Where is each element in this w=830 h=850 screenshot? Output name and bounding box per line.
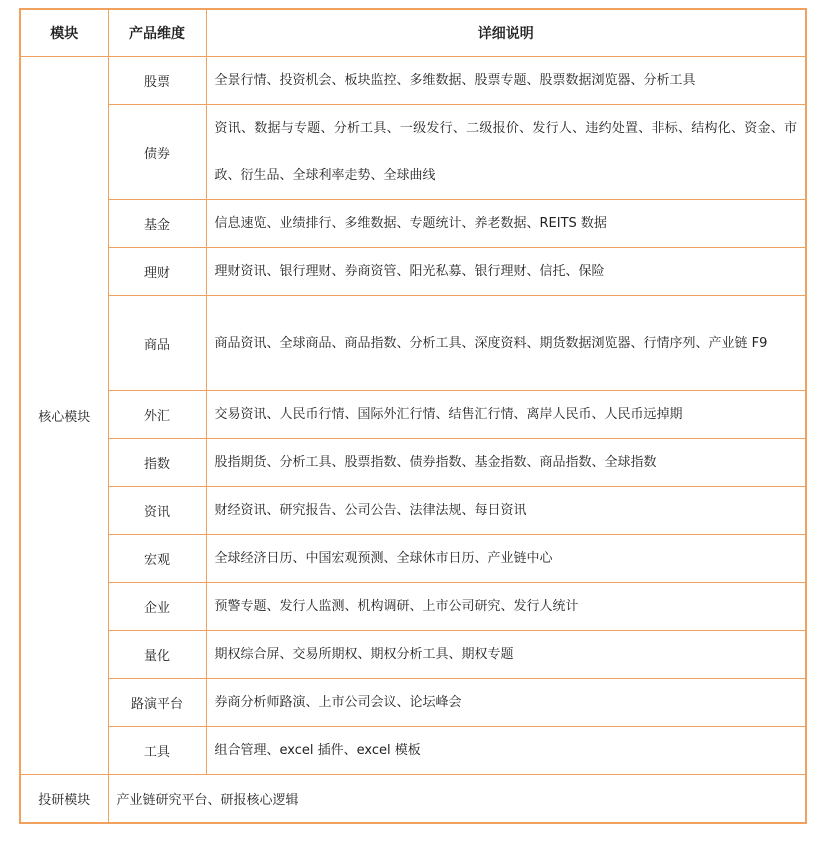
detail-cell: 券商分析师路演、上市公司会议、论坛峰会 [206, 679, 806, 727]
table-header-row [20, 9, 806, 57]
dimension-cell: 外汇 [108, 391, 206, 439]
dimension-cell: 商品 [108, 296, 206, 391]
table-row [20, 296, 806, 391]
dimension-cell: 路演平台 [108, 679, 206, 727]
table-row [20, 487, 806, 535]
header-detail: 详细说明 [206, 9, 806, 57]
detail-cell: 交易资讯、人民币行情、国际外汇行情、结售汇行情、离岸人民币、人民币远掉期 [206, 391, 806, 439]
detail-cell: 股指期货、分析工具、股票指数、债券指数、基金指数、商品指数、全球指数 [206, 439, 806, 487]
dimension-cell: 工具 [108, 727, 206, 775]
table-row [20, 727, 806, 775]
detail-cell: 理财资讯、银行理财、券商资管、阳光私募、银行理财、信托、保险 [206, 248, 806, 296]
table-row [20, 535, 806, 583]
dimension-cell: 宏观 [108, 535, 206, 583]
detail-cell: 全球经济日历、中国宏观预测、全球休市日历、产业链中心 [206, 535, 806, 583]
header-dimension: 产品维度 [108, 9, 206, 57]
research-module-cell: 投研模块 [20, 775, 108, 824]
core-module-cell: 核心模块 [20, 57, 108, 775]
dimension-cell: 债券 [108, 105, 206, 200]
detail-cell: 全景行情、投资机会、板块监控、多维数据、股票专题、股票数据浏览器、分析工具 [206, 57, 806, 105]
detail-cell: 期权综合屏、交易所期权、期权分析工具、期权专题 [206, 631, 806, 679]
table-row [20, 775, 806, 824]
research-detail-cell: 产业链研究平台、研报核心逻辑 [108, 775, 806, 824]
dimension-cell: 指数 [108, 439, 206, 487]
dimension-cell: 量化 [108, 631, 206, 679]
detail-cell: 资讯、数据与专题、分析工具、一级发行、二级报价、发行人、违约处置、非标、结构化、资金、市政、衍生品、全球利率走势、全球曲线 [206, 105, 806, 200]
header-module: 模块 [20, 9, 108, 57]
dimension-cell: 资讯 [108, 487, 206, 535]
detail-cell: 组合管理、excel 插件、excel 模板 [206, 727, 806, 775]
table-row [20, 631, 806, 679]
table-row [20, 200, 806, 248]
dimension-cell: 企业 [108, 583, 206, 631]
detail-cell: 信息速览、业绩排行、多维数据、专题统计、养老数据、REITS 数据 [206, 200, 806, 248]
dimension-cell: 理财 [108, 248, 206, 296]
dimension-cell: 基金 [108, 200, 206, 248]
table-row [20, 583, 806, 631]
table-row [20, 105, 806, 200]
product-table [19, 8, 807, 824]
table-row [20, 391, 806, 439]
table-row [20, 57, 806, 105]
dimension-cell: 股票 [108, 57, 206, 105]
table-row [20, 248, 806, 296]
table-row [20, 679, 806, 727]
table-row [20, 439, 806, 487]
detail-cell: 预警专题、发行人监测、机构调研、上市公司研究、发行人统计 [206, 583, 806, 631]
detail-cell: 商品资讯、全球商品、商品指数、分析工具、深度资料、期货数据浏览器、行情序列、产业链 F9 [206, 296, 806, 391]
detail-cell: 财经资讯、研究报告、公司公告、法律法规、每日资讯 [206, 487, 806, 535]
